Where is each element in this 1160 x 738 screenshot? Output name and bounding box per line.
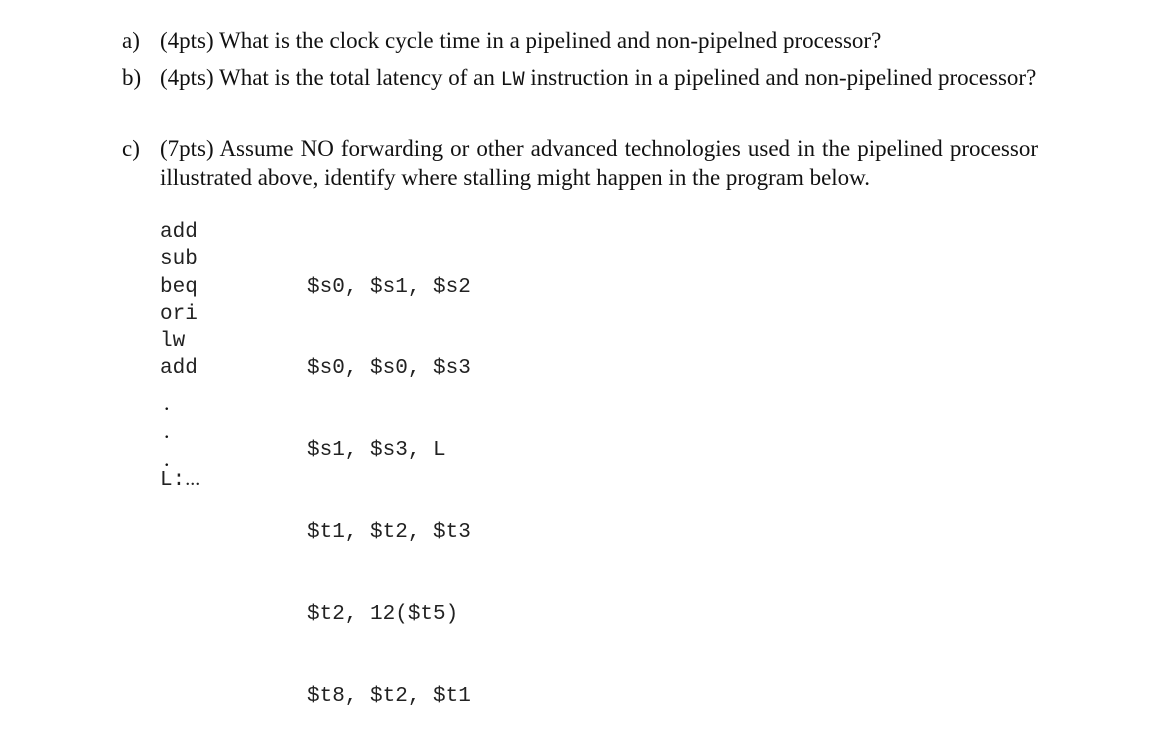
- opcode: add: [160, 357, 198, 381]
- operands: $s0, $s0, $s3: [307, 357, 471, 381]
- program-operands: [307, 219, 471, 738]
- question-b-label: b): [122, 65, 142, 90]
- label-line: [160, 466, 200, 494]
- question-a-label: a): [122, 28, 140, 53]
- program-opcodes: [160, 219, 198, 383]
- operands: $t1, $t2, $t3: [307, 521, 471, 545]
- branch-label: L:: [160, 469, 186, 492]
- opcode: add: [160, 221, 198, 244]
- question-c-text: (7pts) Assume NO forwarding or other advanced technologies used in the pipelined processor illustrated above, identify where stalling might happen in the program below.: [160, 136, 1038, 190]
- question-b-text: [160, 63, 1038, 95]
- operands: $s1, $s3, L: [307, 439, 446, 463]
- lw-code-inline: LW: [500, 69, 525, 92]
- question-c-label: c): [122, 136, 140, 161]
- operands: $t2, 12($t5): [307, 603, 459, 627]
- ellipsis-dot: .: [164, 446, 170, 471]
- operands: $s0, $s1, $s2: [307, 275, 471, 299]
- question-a-text: (4pts) What is the clock cycle time in a pipelined and non-pipelned processor?: [160, 28, 882, 53]
- question-a: [122, 26, 1002, 55]
- label-ellipsis: ...: [185, 468, 201, 490]
- opcode: beq: [160, 275, 198, 299]
- opcode: lw: [160, 330, 186, 354]
- question-b-text-1: (4pts) What is the total latency of an: [160, 65, 501, 90]
- opcode: ori: [160, 302, 198, 326]
- question-b-text-2: instruction in a pipelined and non-pipelined processor?: [524, 65, 1037, 90]
- opcode: sub: [160, 248, 198, 272]
- ellipsis-dot: .: [164, 390, 170, 415]
- ellipsis-dot: .: [164, 418, 170, 443]
- operands: $t8, $t2, $t1: [307, 685, 471, 709]
- question-c: [122, 134, 1038, 192]
- question-b: [122, 63, 1038, 95]
